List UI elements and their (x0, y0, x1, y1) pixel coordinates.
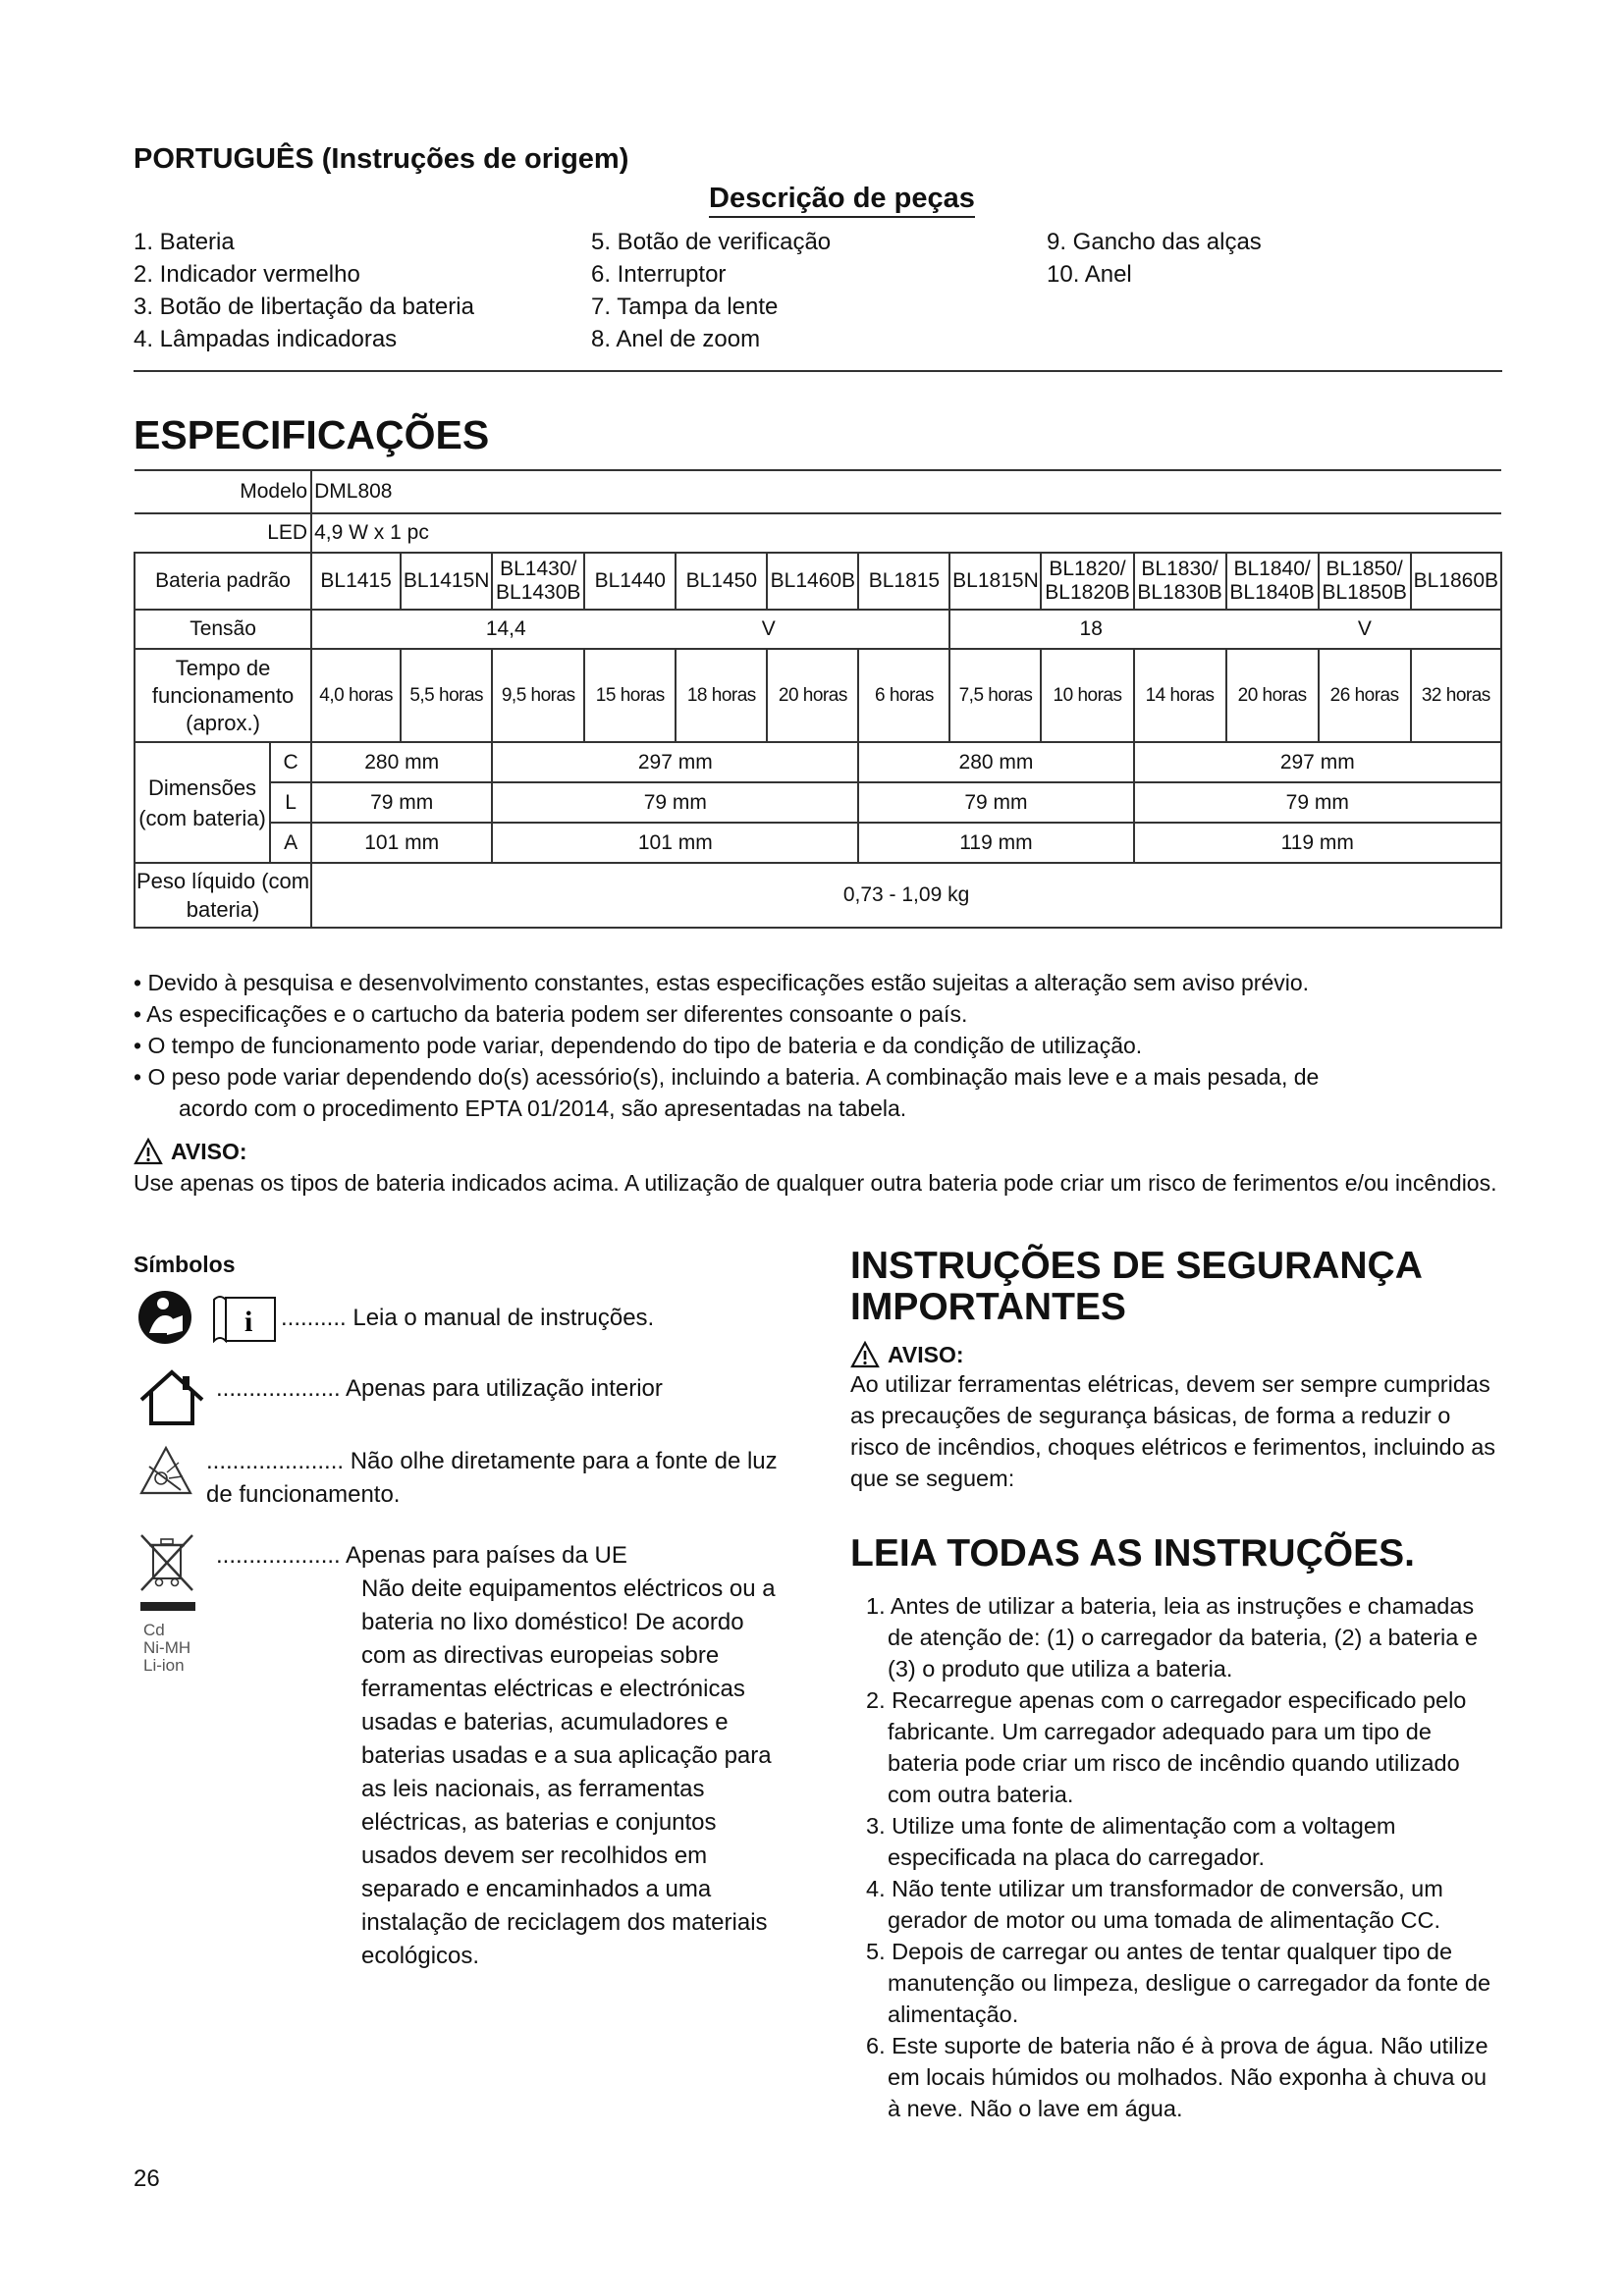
runtime-cell: 6 horas (858, 649, 949, 742)
battery-cell: BL1840/ BL1840B (1226, 553, 1319, 610)
dim-c-row (135, 742, 1501, 782)
safety-warning-text: Ao utilizar ferramentas elétricas, devem ser sempre cumpridas as precauções de segurança básicas, de forma a reduzir o risco de incêndios, choques elétricos e ferimentos, incluindo as que se seguem: (850, 1371, 1496, 1491)
battery-label: Bateria padrão (135, 553, 311, 610)
dim-c-label: C (270, 742, 311, 782)
chem-label: Li-ion (143, 1656, 185, 1675)
eu-only-text: ................... Apenas para países da UE (216, 1542, 627, 1569)
part-item: 1. Bateria (134, 229, 235, 255)
dim-l-label: L (270, 782, 311, 823)
runtime-cell: 5,5 horas (401, 649, 492, 742)
dim-cell: 297 mm (492, 742, 858, 782)
read-all-title: LEIA TODAS AS INSTRUÇÕES. (850, 1532, 1415, 1575)
warning-triangle-icon (850, 1341, 880, 1368)
safety-warning (850, 1341, 1504, 1494)
runtime-cell: 26 horas (1319, 649, 1411, 742)
safety-title: INSTRUÇÕES DE SEGURANÇA IMPORTANTES (850, 1245, 1422, 1328)
note: • O peso pode variar dependendo do(s) acessório(s), incluindo a bateria. A combinação mais leve e a mais pesada, de (134, 1064, 1320, 1090)
parts-col-1 (134, 226, 474, 355)
part-item: 10. Anel (1047, 261, 1132, 288)
warning-label: AVISO: (888, 1341, 964, 1367)
battery-cell: BL1850/ BL1850B (1319, 553, 1411, 610)
voltage-18: 18 (1079, 617, 1103, 640)
chem-label: Ni-MH (143, 1638, 191, 1657)
model-row (135, 470, 1501, 513)
warning-heading (850, 1341, 1504, 1368)
led-row (135, 513, 1501, 553)
page-number: 26 (134, 2165, 160, 2192)
dim-l-row (135, 782, 1501, 823)
weight-row (135, 863, 1501, 928)
dim-cell: 101 mm (311, 823, 492, 863)
note: • Devido à pesquisa e desenvolvimento constantes, estas especificações estão sujeitas a alteração sem aviso prévio. (134, 970, 1310, 995)
dim-cell: 79 mm (311, 782, 492, 823)
weight-label: Peso líquido (com bateria) (135, 863, 311, 928)
part-item: 3. Botão de libertação da bateria (134, 294, 474, 320)
battery-cell: BL1820/ BL1820B (1041, 553, 1133, 610)
note: • O tempo de funcionamento pode variar, dependendo do tipo de bateria e da condição de utilização. (134, 1033, 1143, 1058)
parts-col-3 (1047, 226, 1262, 291)
parts-title: Descrição de peças (709, 183, 975, 218)
safety-list (850, 1590, 1504, 2124)
specs-title: ESPECIFICAÇÕES (134, 412, 490, 457)
dim-a-row (135, 823, 1501, 863)
model-value: DML808 (311, 470, 1501, 513)
battery-cell: BL1440 (584, 553, 676, 610)
list-item: 2. Recarregue apenas com o carregador especificado pelo fabricante. Um carregador adequado para um tipo de bateria pode criar um risco de incêndio quando utilizado com outra bateria. (866, 1687, 1467, 1807)
specs-table (134, 469, 1502, 929)
warning-text: Use apenas os tipos de bateria indicados acima. A utilização de qualquer outra bateria pode criar um risco de ferimentos e/ou incêndios. (134, 1170, 1497, 1196)
battery-cell: BL1415 (311, 553, 401, 610)
runtime-cell: 18 horas (676, 649, 767, 742)
battery-cell: BL1860B (1411, 553, 1501, 610)
dim-cell: 119 mm (858, 823, 1133, 863)
battery-chemistry-labels (143, 1622, 190, 1675)
spec-notes (134, 967, 1508, 1199)
read-manual-icon (137, 1290, 192, 1345)
part-item: 2. Indicador vermelho (134, 261, 360, 288)
no-look-text (206, 1445, 785, 1512)
read-manual-text: .......... Leia o manual de instruções. (281, 1305, 655, 1331)
symbols-title: Símbolos (134, 1252, 236, 1277)
language-title: PORTUGUÊS (Instruções de origem) (134, 143, 629, 175)
battery-cell: BL1830/ BL1830B (1134, 553, 1226, 610)
bin-underline-bar (140, 1602, 195, 1611)
runtime-cell: 15 horas (584, 649, 676, 742)
battery-cell: BL1430/ BL1430B (492, 553, 584, 610)
runtime-cell: 20 horas (1226, 649, 1319, 742)
manual-info-icon (212, 1292, 277, 1343)
do-not-stare-light-icon (139, 1445, 192, 1496)
dim-cell: 79 mm (1134, 782, 1501, 823)
dim-a-label: A (270, 823, 311, 863)
no-look-label: ..................... Não olhe diretamente para a fonte de luz de funcionamento. (206, 1448, 778, 1508)
indoor-house-icon (137, 1368, 206, 1427)
voltage-14: 14,4 (485, 617, 526, 640)
model-label: Modelo (240, 480, 308, 503)
battery-cell: BL1815N (949, 553, 1041, 610)
runtime-cell: 9,5 horas (492, 649, 584, 742)
dim-cell: 297 mm (1134, 742, 1501, 782)
runtime-label: Tempo de funcionamento (aprox.) (135, 649, 311, 742)
warning-label: AVISO: (171, 1139, 247, 1164)
battery-cell: BL1415N (401, 553, 492, 610)
runtime-cell: 14 horas (1134, 649, 1226, 742)
part-item: 7. Tampa da lente (591, 294, 779, 320)
warning-triangle-icon (134, 1138, 163, 1165)
voltage-unit: V (761, 617, 776, 640)
dim-cell: 119 mm (1134, 823, 1501, 863)
voltage-unit: V (1357, 617, 1372, 640)
crossed-bin-icon (137, 1533, 196, 1594)
runtime-cell: 32 horas (1411, 649, 1501, 742)
part-item: 8. Anel de zoom (591, 326, 761, 352)
part-item: 6. Interruptor (591, 261, 727, 288)
part-item: 9. Gancho das alças (1047, 229, 1262, 255)
dim-cell: 79 mm (858, 782, 1133, 823)
parts-col-2 (591, 226, 831, 355)
weight-value: 0,73 - 1,09 kg (311, 863, 1501, 928)
dim-cell: 280 mm (311, 742, 492, 782)
led-label: LED (135, 513, 311, 553)
part-item: 5. Botão de verificação (591, 229, 832, 255)
led-value: 4,9 W x 1 pc (311, 513, 1501, 553)
list-item: 4. Não tente utilizar um transformador de conversão, um gerador de motor ou uma tomada de alimentação CC. (866, 1876, 1443, 1933)
battery-cell: BL1450 (676, 553, 767, 610)
voltage-row (135, 610, 1501, 649)
runtime-row (135, 649, 1501, 742)
runtime-cell: 10 horas (1041, 649, 1133, 742)
battery-row (135, 553, 1501, 610)
eu-disposal-text: Não deite equipamentos eléctricos ou a bateria no lixo doméstico! De acordo com as directivas europeias sobre ferramentas eléctricas e electrónicas usadas e baterias, acumuladores e baterias usadas e a sua aplicação para as leis nacionais, as ferramentas eléctricas, as baterias e conjuntos usados devem ser recolhidos em separado e encaminhados a uma instalação de reciclagem dos materiais ecológicos. (361, 1575, 776, 1969)
list-item: 6. Este suporte de bateria não é à prova de água. Não utilize em locais húmidos ou molhados. Não exponha à chuva ou à neve. Não o lave em água. (866, 2033, 1489, 2121)
svg-text:i: i (244, 1306, 253, 1338)
battery-cell: BL1815 (858, 553, 949, 610)
section-divider (134, 370, 1502, 372)
list-item: 5. Depois de carregar ou antes de tentar qualquer tipo de manutenção ou limpeza, desligue o carregador da fonte de alimentação. (866, 1939, 1491, 2027)
note: acordo com o procedimento EPTA 01/2014, são apresentadas na tabela. (179, 1095, 907, 1121)
part-item: 4. Lâmpadas indicadoras (134, 326, 398, 352)
voltage-label: Tensão (135, 610, 311, 649)
runtime-cell: 4,0 horas (311, 649, 401, 742)
list-item: 1. Antes de utilizar a bateria, leia as instruções e chamadas de atenção de: (1) o carregador da bateria, (2) a bateria e (3) o produto que utiliza a bateria. (866, 1593, 1478, 1682)
battery-cell: BL1460B (767, 553, 858, 610)
runtime-cell: 7,5 horas (949, 649, 1041, 742)
runtime-cell: 20 horas (767, 649, 858, 742)
indoor-text: ................... Apenas para utilização interior (216, 1375, 663, 1402)
dimensions-label: Dimensões (com bateria) (135, 742, 270, 863)
warning-heading (134, 1136, 1508, 1167)
dim-cell: 101 mm (492, 823, 858, 863)
chem-label: Cd (143, 1621, 165, 1639)
list-item: 3. Utilize uma fonte de alimentação com a voltagem especificada na placa do carregador. (866, 1813, 1396, 1870)
dim-cell: 79 mm (492, 782, 858, 823)
note: • As especificações e o cartucho da bateria podem ser diferentes consoante o país. (134, 1001, 968, 1027)
dim-cell: 280 mm (858, 742, 1133, 782)
